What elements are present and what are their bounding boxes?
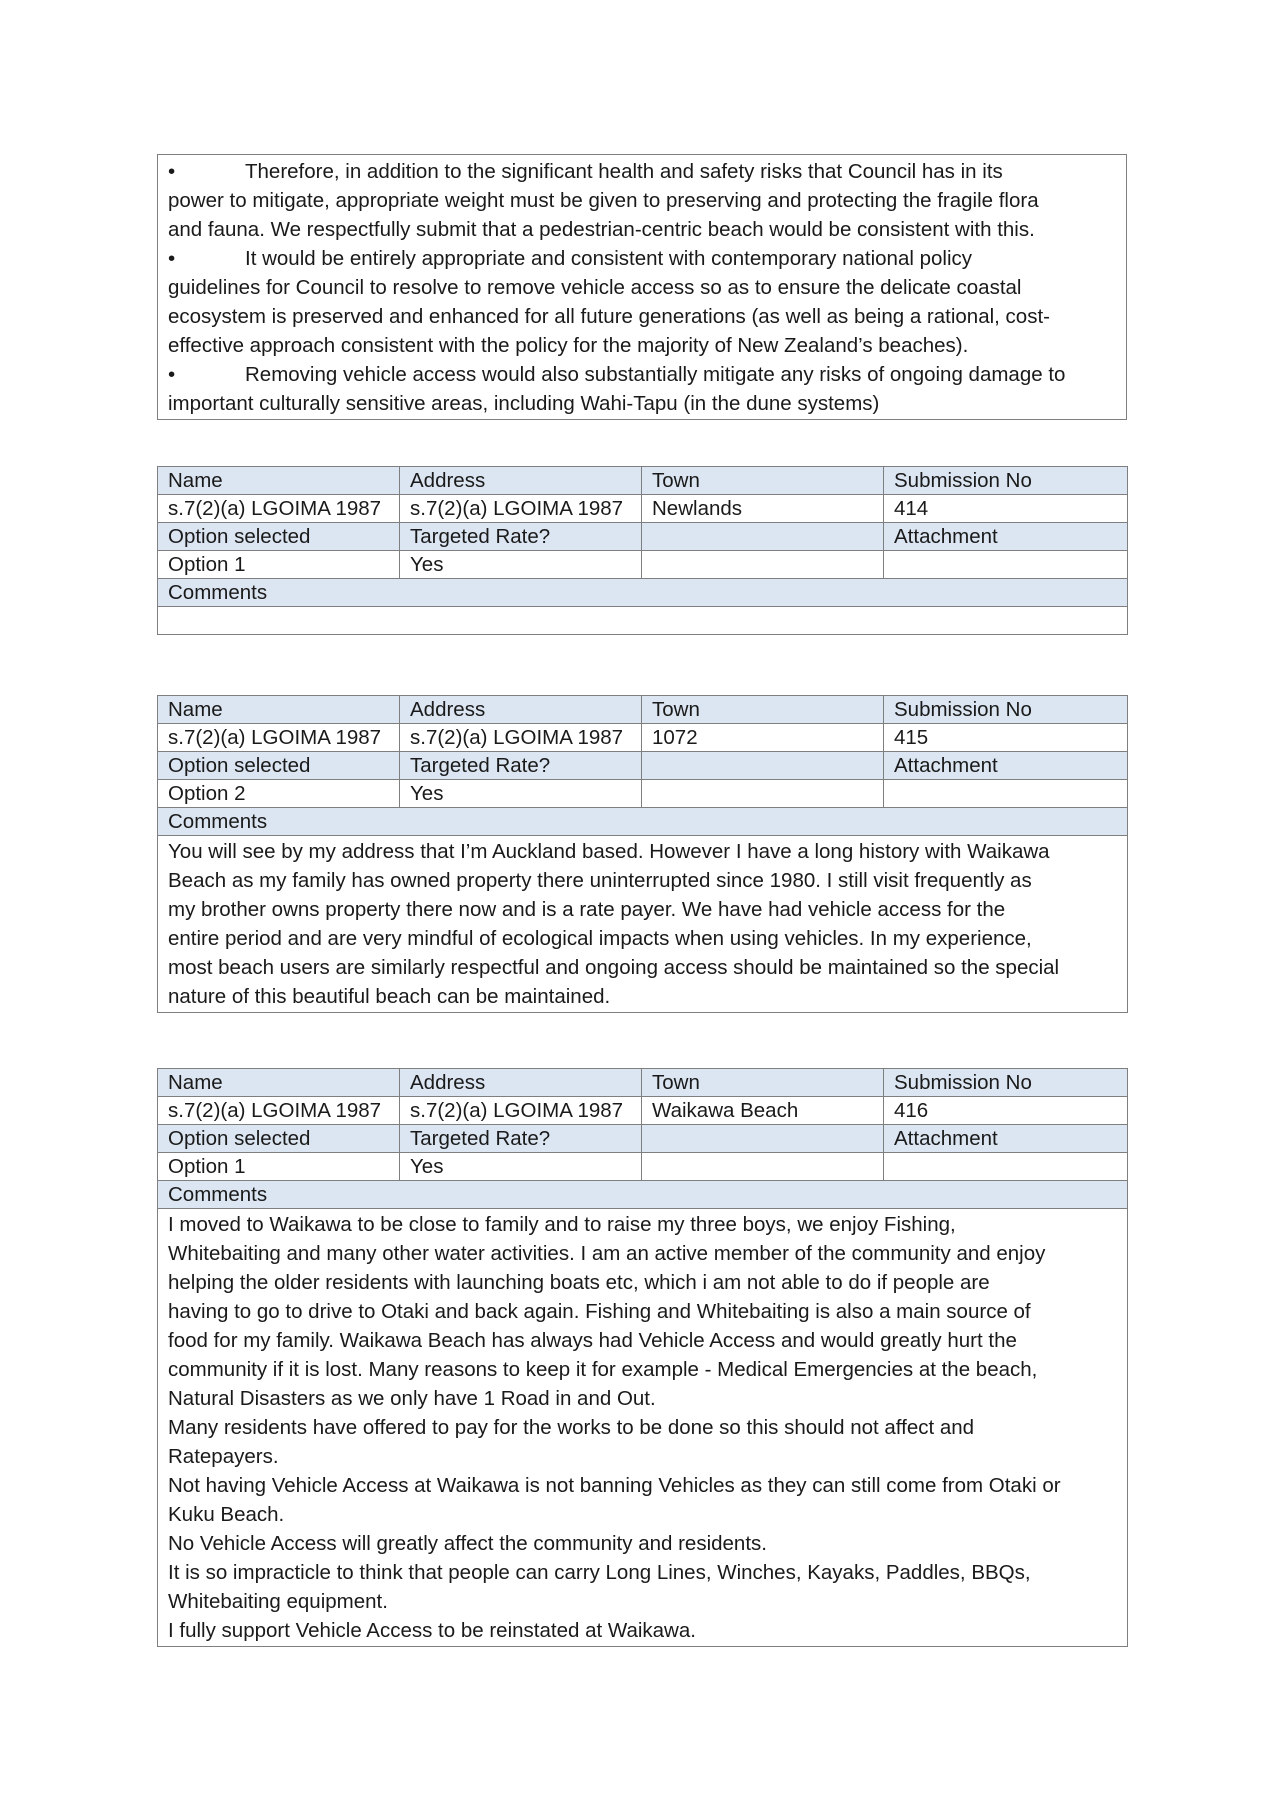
name-label: Name: [158, 467, 400, 495]
comment-line: Kuku Beach.: [168, 1503, 285, 1526]
header-row: [158, 696, 1128, 724]
bullet-line: important culturally sensitive areas, including Wahi-Tapu (in the dune systems): [168, 392, 880, 415]
town-label: Town: [642, 467, 884, 495]
address-label: Address: [400, 696, 642, 724]
comment-line: my brother owns property there now and is a rate payer. We have had vehicle access for the: [168, 898, 1006, 921]
details-row: [158, 1097, 1128, 1125]
address-value: s.7(2)(a) LGOIMA 1987: [400, 1097, 642, 1125]
comment-line: food for my family. Waikawa Beach has always had Vehicle Access and would greatly hurt the: [168, 1329, 1017, 1352]
submission-table: [157, 466, 1128, 635]
comment-line: You will see by my address that I’m Auckland based. However I have a long history with Waikawa: [168, 840, 1050, 863]
submission-no-value: 415: [884, 724, 1128, 752]
option-header-row: [158, 752, 1128, 780]
bullet-icon: •: [168, 247, 176, 270]
details-row: [158, 724, 1128, 752]
bullet-paragraph: [168, 244, 1116, 360]
attachment-label: Attachment: [884, 523, 1128, 551]
bullet-line: power to mitigate, appropriate weight must be given to preserving and protecting the fragile flora: [168, 189, 1039, 212]
attachment-value: [884, 780, 1128, 808]
option-row: [158, 1153, 1128, 1181]
bullet-line: ecosystem is preserved and enhanced for all future generations (as well as being a rational, cost-: [168, 305, 1050, 328]
submission-table: [157, 1068, 1128, 1647]
option-value: Option 1: [158, 1153, 400, 1181]
comments-header-row: [158, 1181, 1128, 1209]
targeted-rate-value: Yes: [400, 551, 642, 579]
targeted-rate-value: Yes: [400, 780, 642, 808]
comment-line: Many residents have offered to pay for the works to be done so this should not affect and: [168, 1416, 975, 1439]
name-label: Name: [158, 696, 400, 724]
comments-label: Comments: [158, 808, 1128, 836]
comments-text: [158, 1209, 1128, 1647]
comment-line: Whitebaiting and many other water activities. I am an active member of the community and enjoy: [168, 1242, 1046, 1265]
address-label: Address: [400, 1069, 642, 1097]
attachment-label: Attachment: [884, 1125, 1128, 1153]
address-label: Address: [400, 467, 642, 495]
empty-cell: [642, 780, 884, 808]
bullet-first-line: • It would be entirely appropriate and consistent with contemporary national policy: [168, 244, 1116, 273]
comments-text: [158, 836, 1128, 1013]
bullet-line: effective approach consistent with the policy for the majority of New Zealand’s beaches).: [168, 334, 969, 357]
submission-table: [157, 695, 1128, 1013]
targeted-rate-label: Targeted Rate?: [400, 1125, 642, 1153]
address-value: s.7(2)(a) LGOIMA 1987: [400, 495, 642, 523]
option-header-row: [158, 523, 1128, 551]
bullet-line: guidelines for Council to resolve to remove vehicle access so as to ensure the delicate coastal: [168, 276, 1022, 299]
empty-cell: [642, 752, 884, 780]
targeted-rate-label: Targeted Rate?: [400, 752, 642, 780]
header-row: [158, 467, 1128, 495]
comment-line: most beach users are similarly respectful and ongoing access should be maintained so the special: [168, 956, 1060, 979]
comments-row: [158, 607, 1128, 635]
comments-label: Comments: [158, 1181, 1128, 1209]
empty-cell: [642, 523, 884, 551]
attachment-value: [884, 551, 1128, 579]
name-value: s.7(2)(a) LGOIMA 1987: [158, 1097, 400, 1125]
comment-line: helping the older residents with launching boats etc, which i am not able to do if people are: [168, 1271, 990, 1294]
comments-header-row: [158, 808, 1128, 836]
comment-line: nature of this beautiful beach can be maintained.: [168, 985, 611, 1008]
comments-row: [158, 1209, 1128, 1647]
comment-line: having to go to drive to Otaki and back again. Fishing and Whitebaiting is also a main source of: [168, 1300, 1031, 1323]
bullet-paragraph: [168, 157, 1116, 244]
comment-line: I moved to Waikawa to be close to family and to raise my three boys, we enjoy Fishing,: [168, 1213, 956, 1236]
comment-line: community if it is lost. Many reasons to keep it for example - Medical Emergencies at the beach,: [168, 1358, 1038, 1381]
option-value: Option 2: [158, 780, 400, 808]
targeted-rate-value: Yes: [400, 1153, 642, 1181]
attachment-label: Attachment: [884, 752, 1128, 780]
comment-line: No Vehicle Access will greatly affect the community and residents.: [168, 1532, 767, 1555]
town-label: Town: [642, 1069, 884, 1097]
town-value: Newlands: [642, 495, 884, 523]
header-row: [158, 1069, 1128, 1097]
comments-header-row: [158, 579, 1128, 607]
comment-line: entire period and are very mindful of ecological impacts when using vehicles. In my experience,: [168, 927, 1032, 950]
town-label: Town: [642, 696, 884, 724]
comments-text: [158, 607, 1128, 635]
submission-no-value: 414: [884, 495, 1128, 523]
option-row: [158, 551, 1128, 579]
option-label: Option selected: [158, 523, 400, 551]
empty-cell: [642, 551, 884, 579]
submission-no-label: Submission No: [884, 467, 1128, 495]
option-header-row: [158, 1125, 1128, 1153]
option-value: Option 1: [158, 551, 400, 579]
bullet-first-line: • Therefore, in addition to the significant health and safety risks that Council has in its: [168, 157, 1116, 186]
comment-line: Natural Disasters as we only have 1 Road in and Out.: [168, 1387, 656, 1410]
bullet-paragraph: [168, 360, 1116, 418]
comment-line: I fully support Vehicle Access to be reinstated at Waikawa.: [168, 1619, 696, 1642]
town-value: Waikawa Beach: [642, 1097, 884, 1125]
comment-line: Not having Vehicle Access at Waikawa is not banning Vehicles as they can still come from Otaki or: [168, 1474, 1061, 1497]
option-label: Option selected: [158, 1125, 400, 1153]
empty-cell: [642, 1125, 884, 1153]
bullet-line: and fauna. We respectfully submit that a pedestrian-centric beach would be consistent with this.: [168, 218, 1035, 241]
name-label: Name: [158, 1069, 400, 1097]
empty-cell: [642, 1153, 884, 1181]
bullet-icon: •: [168, 363, 176, 386]
details-row: [158, 495, 1128, 523]
town-value: 1072: [642, 724, 884, 752]
comment-line: Ratepayers.: [168, 1445, 279, 1468]
submission-no-value: 416: [884, 1097, 1128, 1125]
targeted-rate-label: Targeted Rate?: [400, 523, 642, 551]
bullet-icon: •: [168, 160, 176, 183]
bullet-first-line: • Removing vehicle access would also substantially mitigate any risks of ongoing damage to: [168, 360, 1116, 389]
name-value: s.7(2)(a) LGOIMA 1987: [158, 495, 400, 523]
option-row: [158, 780, 1128, 808]
intro-box: [157, 154, 1127, 420]
comment-line: Beach as my family has owned property there uninterrupted since 1980. I still visit frequently as: [168, 869, 1032, 892]
submission-no-label: Submission No: [884, 696, 1128, 724]
comments-row: [158, 836, 1128, 1013]
comments-label: Comments: [158, 579, 1128, 607]
comment-line: Whitebaiting equipment.: [168, 1590, 388, 1613]
submission-no-label: Submission No: [884, 1069, 1128, 1097]
comment-line: It is so impracticle to think that people can carry Long Lines, Winches, Kayaks, Paddles, BBQs,: [168, 1561, 1031, 1584]
attachment-value: [884, 1153, 1128, 1181]
option-label: Option selected: [158, 752, 400, 780]
address-value: s.7(2)(a) LGOIMA 1987: [400, 724, 642, 752]
name-value: s.7(2)(a) LGOIMA 1987: [158, 724, 400, 752]
